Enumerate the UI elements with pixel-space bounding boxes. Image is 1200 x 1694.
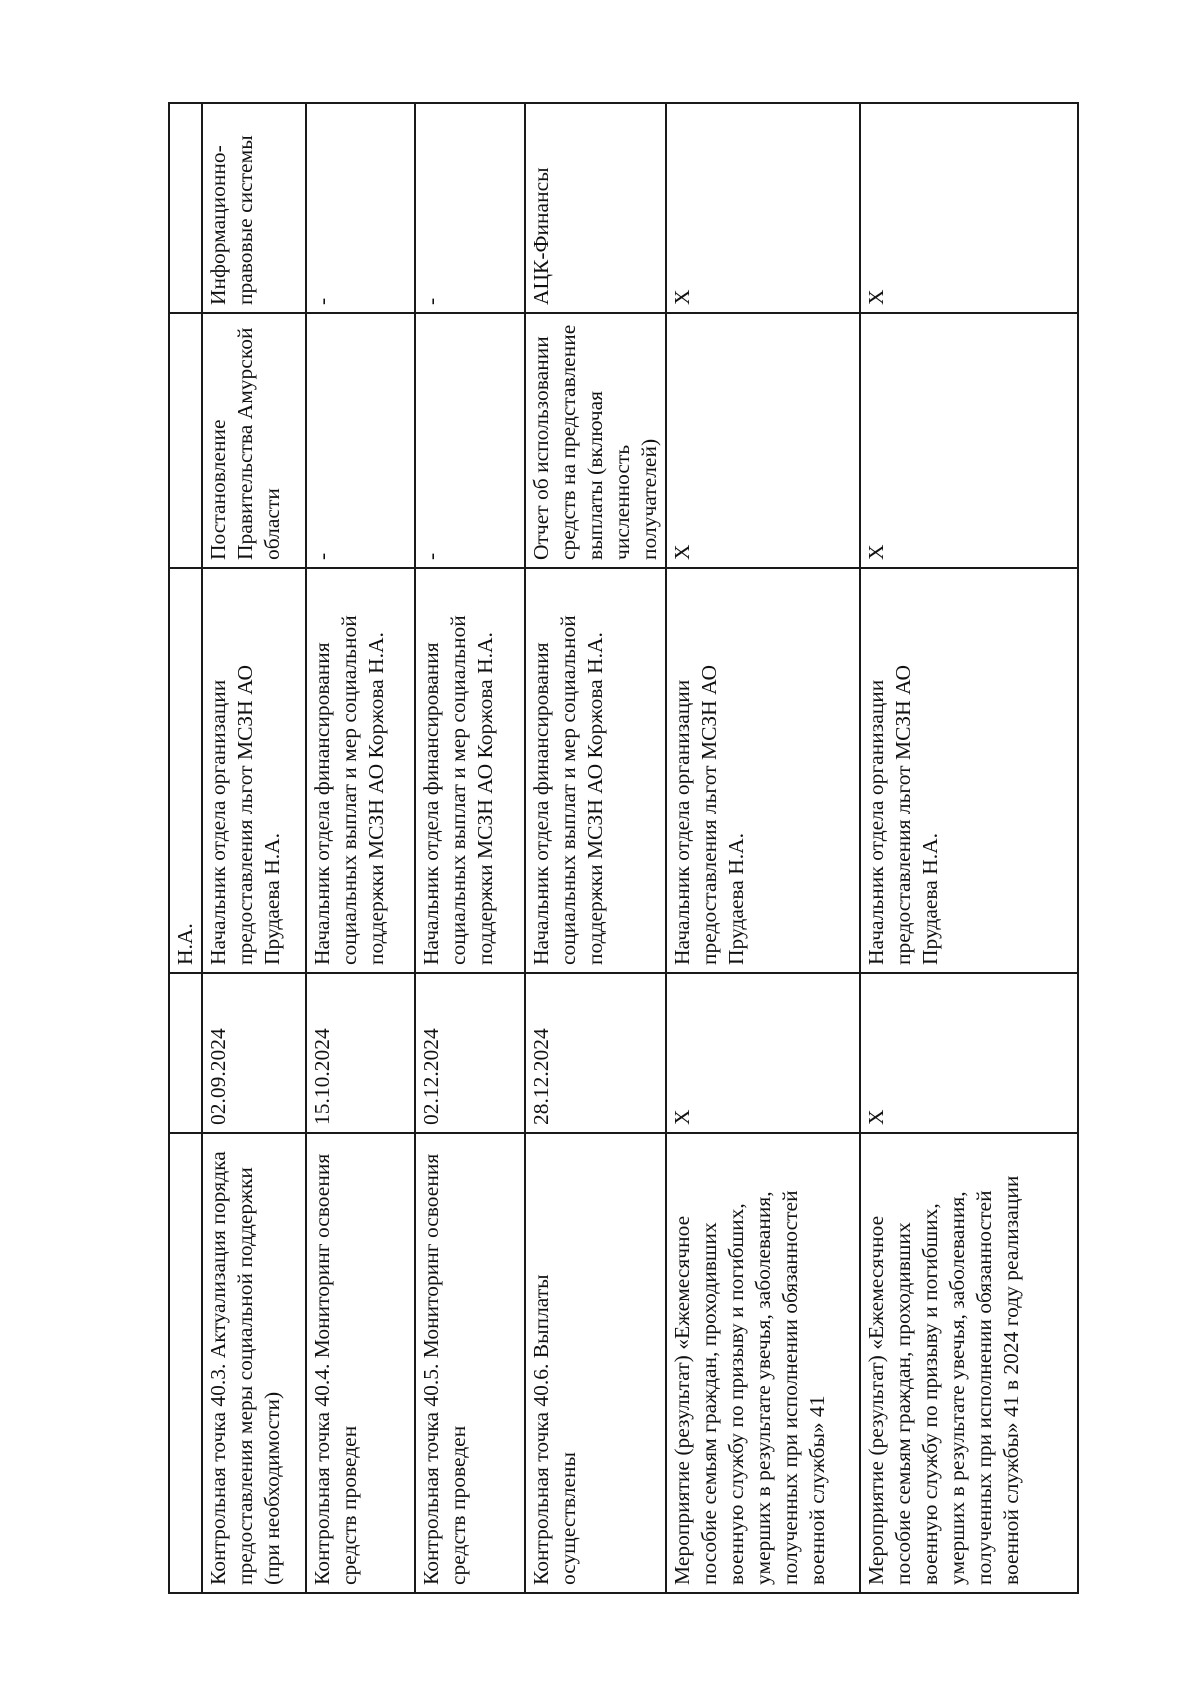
cell-responsible: Начальник отдела организации предоставления льгот МСЗН АО Прудаева Н.А. bbox=[666, 568, 860, 973]
cell-date: 28.12.2024 bbox=[525, 973, 666, 1133]
cell-system: X bbox=[666, 103, 860, 313]
cell-document: Отчет об использовании средств на представление выплаты (включая численность получателей) bbox=[525, 313, 666, 568]
rotated-page bbox=[168, 104, 1073, 1594]
cell-system: АЦК-Финансы bbox=[525, 103, 666, 313]
cell-responsible: Начальник отдела финансирования социальных выплат и мер социальной поддержки МСЗН АО Коржова Н.А. bbox=[415, 568, 525, 973]
cell-document: - bbox=[306, 313, 415, 568]
cell-system: Информационно-правовые системы bbox=[202, 103, 306, 313]
cell-responsible: Начальник отдела организации предоставления льгот МСЗН АО Прудаева Н.А. bbox=[860, 568, 1078, 973]
table-row bbox=[202, 103, 306, 1593]
cell-date: X bbox=[666, 973, 860, 1133]
table-row bbox=[415, 103, 525, 1593]
table-row bbox=[666, 103, 860, 1593]
cell-name: Контрольная точка 40.6. Выплаты осуществлены bbox=[525, 1133, 666, 1593]
cell-name: Контрольная точка 40.4. Мониторинг освоения средств проведен bbox=[306, 1133, 415, 1593]
cell-document: X bbox=[666, 313, 860, 568]
table-row bbox=[860, 103, 1078, 1593]
cell-responsible: Н.А. bbox=[169, 568, 202, 973]
cell-responsible: Начальник отдела организации предоставления льгот МСЗН АО Прудаева Н.А. bbox=[202, 568, 306, 973]
cell-name: Контрольная точка 40.5. Мониторинг освоения средств проведен bbox=[415, 1133, 525, 1593]
cell-date bbox=[169, 973, 202, 1133]
cell-responsible: Начальник отдела финансирования социальных выплат и мер социальной поддержки МСЗН АО Коржова Н.А. bbox=[306, 568, 415, 973]
cell-date: X bbox=[860, 973, 1078, 1133]
cell-system: - bbox=[415, 103, 525, 313]
cell-date: 02.12.2024 bbox=[415, 973, 525, 1133]
cell-system bbox=[169, 103, 202, 313]
cell-system: - bbox=[306, 103, 415, 313]
continuation-row bbox=[169, 103, 202, 1593]
control-points-table bbox=[168, 102, 1079, 1594]
cell-system: X bbox=[860, 103, 1078, 313]
cell-name: Мероприятие (результат) «Ежемесячное пособие семьям граждан, проходивших военную службу по призыву и погибших, умерших в результате увечья, заболевания, полученных при исполнении обязанностей военной службы» 41 bbox=[666, 1133, 860, 1593]
cell-responsible: Начальник отдела финансирования социальных выплат и мер социальной поддержки МСЗН АО Коржова Н.А. bbox=[525, 568, 666, 973]
cell-name bbox=[169, 1133, 202, 1593]
cell-date: 02.09.2024 bbox=[202, 973, 306, 1133]
cell-document: X bbox=[860, 313, 1078, 568]
cell-date: 15.10.2024 bbox=[306, 973, 415, 1133]
table-row bbox=[525, 103, 666, 1593]
cell-document bbox=[169, 313, 202, 568]
cell-name: Контрольная точка 40.3. Актуализация порядка предоставления меры социальной поддержки (при необходимости) bbox=[202, 1133, 306, 1593]
cell-document: - bbox=[415, 313, 525, 568]
cell-document: Постановление Правительства Амурской области bbox=[202, 313, 306, 568]
table-row bbox=[306, 103, 415, 1593]
cell-name: Мероприятие (результат) «Ежемесячное пособие семьям граждан, проходивших военную службу по призыву и погибших, умерших в результате увечья, заболевания, полученных при исполнении обязанностей военной службы» 41 в 2024 году реализации bbox=[860, 1133, 1078, 1593]
